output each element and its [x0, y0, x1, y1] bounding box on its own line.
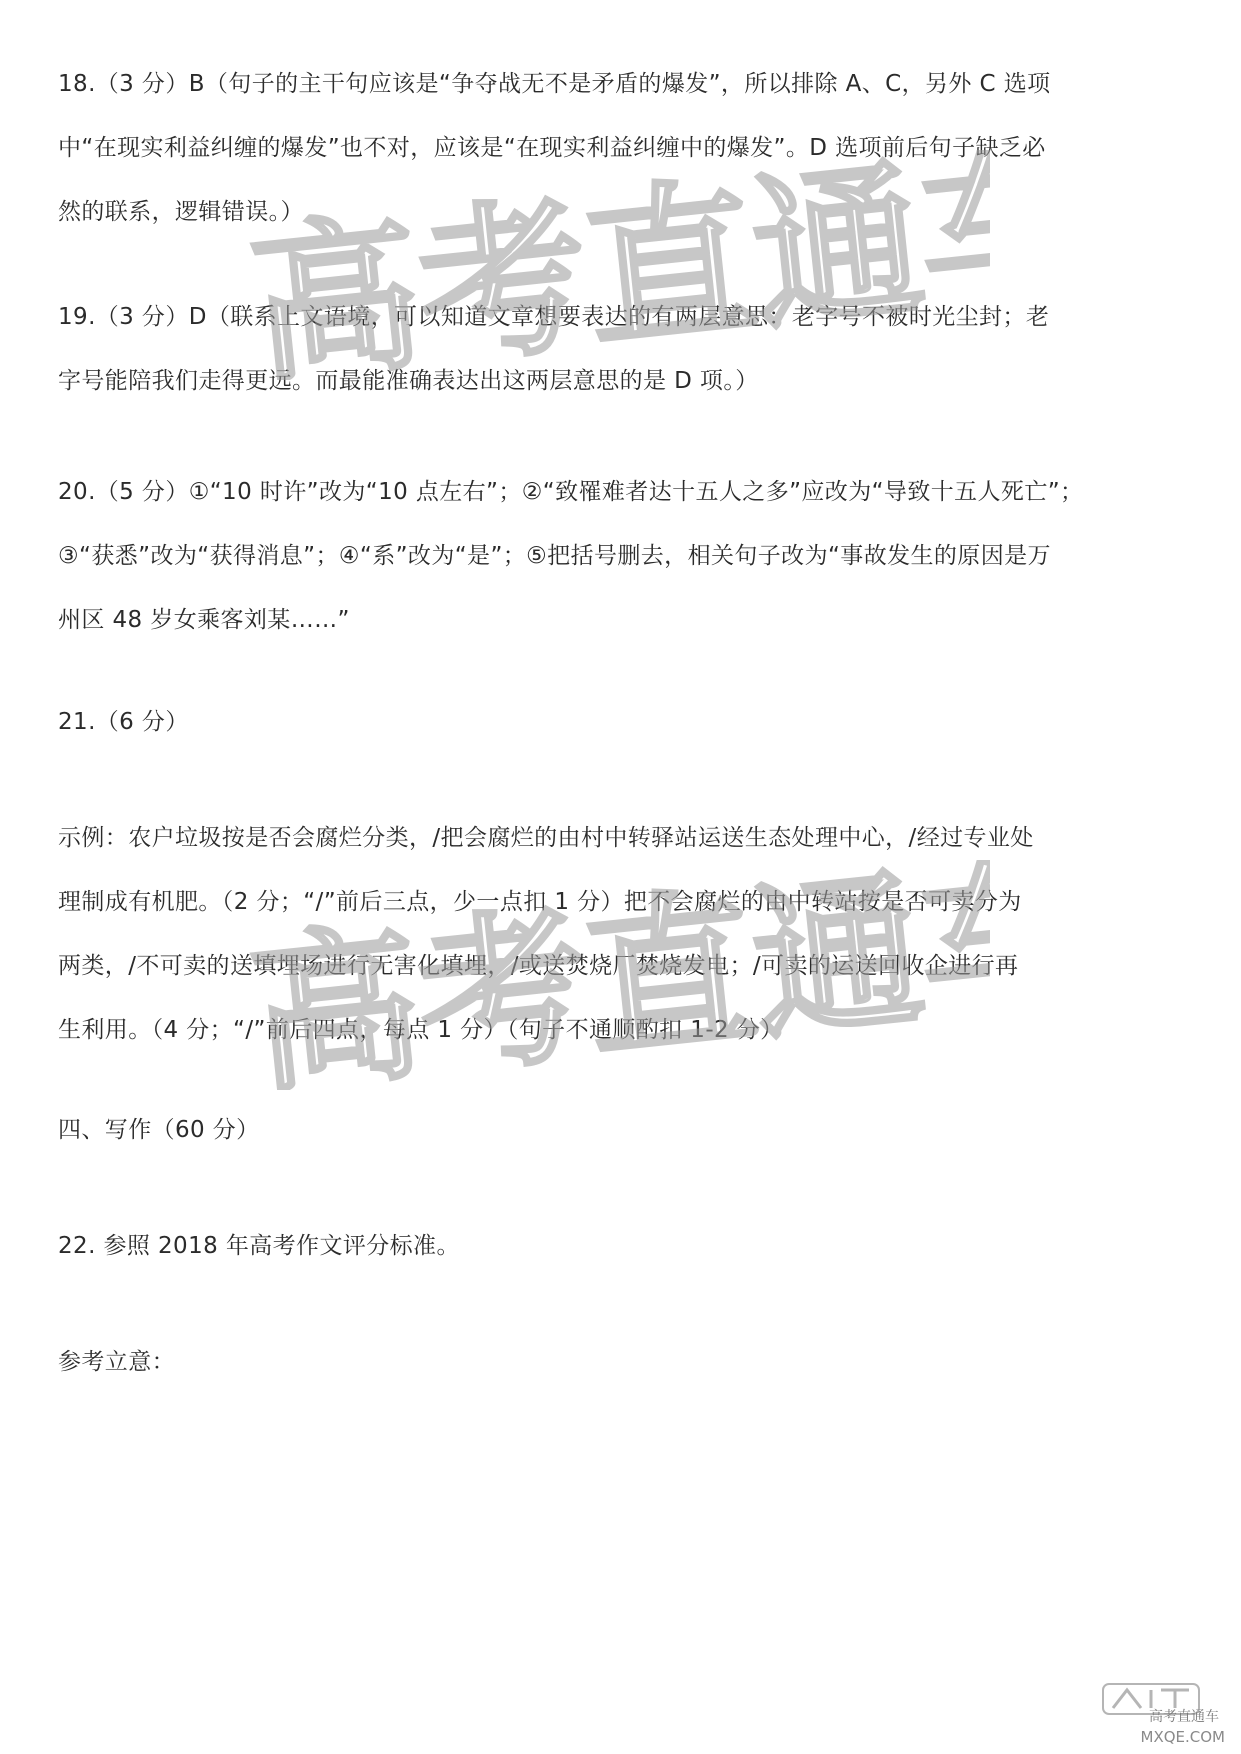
reference-intent-text: 参考立意：	[58, 1349, 175, 1375]
answer-20	[58, 460, 1183, 652]
answer-18-line: 中“在现实利益纠缠的爆发”也不对，应该是“在现实利益纠缠中的爆发”。D 选项前后句子缺乏必	[58, 135, 1046, 161]
watermark-bottom-text: 高考直通车	[242, 860, 990, 1090]
answer-21-line: 两类，/不可卖的送填埋场进行无害化填埋，/或送焚烧厂焚烧发电；/可卖的运送回收企进行再	[58, 953, 1019, 979]
section-heading-writing	[58, 1098, 1183, 1162]
answer-22-text: 22. 参照 2018 年高考作文评分标准。	[58, 1233, 460, 1259]
answer-22	[58, 1214, 1183, 1278]
answer-18-line: 18.（3 分）B（句子的主干句应该是“争夺战无不是矛盾的爆发”，所以排除 A、C，另外 C 选项	[58, 71, 1051, 97]
answer-19-line: 19.（3 分）D（联系上文语境，可以知道文章想要表达的有两层意思：老字号不被时光尘封；老	[58, 304, 1050, 330]
answer-18-line: 然的联系，逻辑错误。）	[58, 199, 304, 225]
section-heading-text: 四、写作（60 分）	[58, 1117, 260, 1143]
answer-20-line: ③“获悉”改为“获得消息”；④“系”改为“是”；⑤把括号删去，相关句子改为“事故发生的原因是万	[58, 543, 1051, 569]
answer-21	[58, 806, 1183, 1062]
answer-19-line: 字号能陪我们走得更远。而最能准确表达出这两层意思的是 D 项。）	[58, 368, 759, 394]
answer-21-line: 理制成有机肥。（2 分；“/”前后三点，少一点扣 1 分）把不会腐烂的由中转站按是否可卖分为	[58, 889, 1022, 915]
answer-21-title	[58, 690, 1183, 754]
answer-21-line: 生利用。（4 分；“/”前后四点，每点 1 分）（句子不通顺酌扣 1-2 分）	[58, 1017, 784, 1043]
answer-20-line: 20.（5 分）①“10 时许”改为“10 点左右”；②“致罹难者达十五人之多”应改为“导致十五人死亡”；	[58, 479, 1084, 505]
corner-logo	[1079, 1678, 1229, 1748]
answer-18	[58, 52, 1183, 244]
watermark-top-text: 高考直通车	[242, 150, 990, 380]
answer-21-line: 示例：农户垃圾按是否会腐烂分类，/把会腐烂的由村中转驿站运送生态处理中心，/经过专业处	[58, 825, 1034, 851]
answer-21-title-text: 21.（6 分）	[58, 709, 189, 735]
corner-site-text: MXQE.COM	[1140, 1728, 1225, 1746]
reference-intent-label	[58, 1330, 1183, 1394]
answer-19	[58, 285, 1183, 413]
corner-brand-text: 高考直通车	[1149, 1709, 1219, 1725]
answer-20-line: 州区 48 岁女乘客刘某……”	[58, 607, 350, 633]
